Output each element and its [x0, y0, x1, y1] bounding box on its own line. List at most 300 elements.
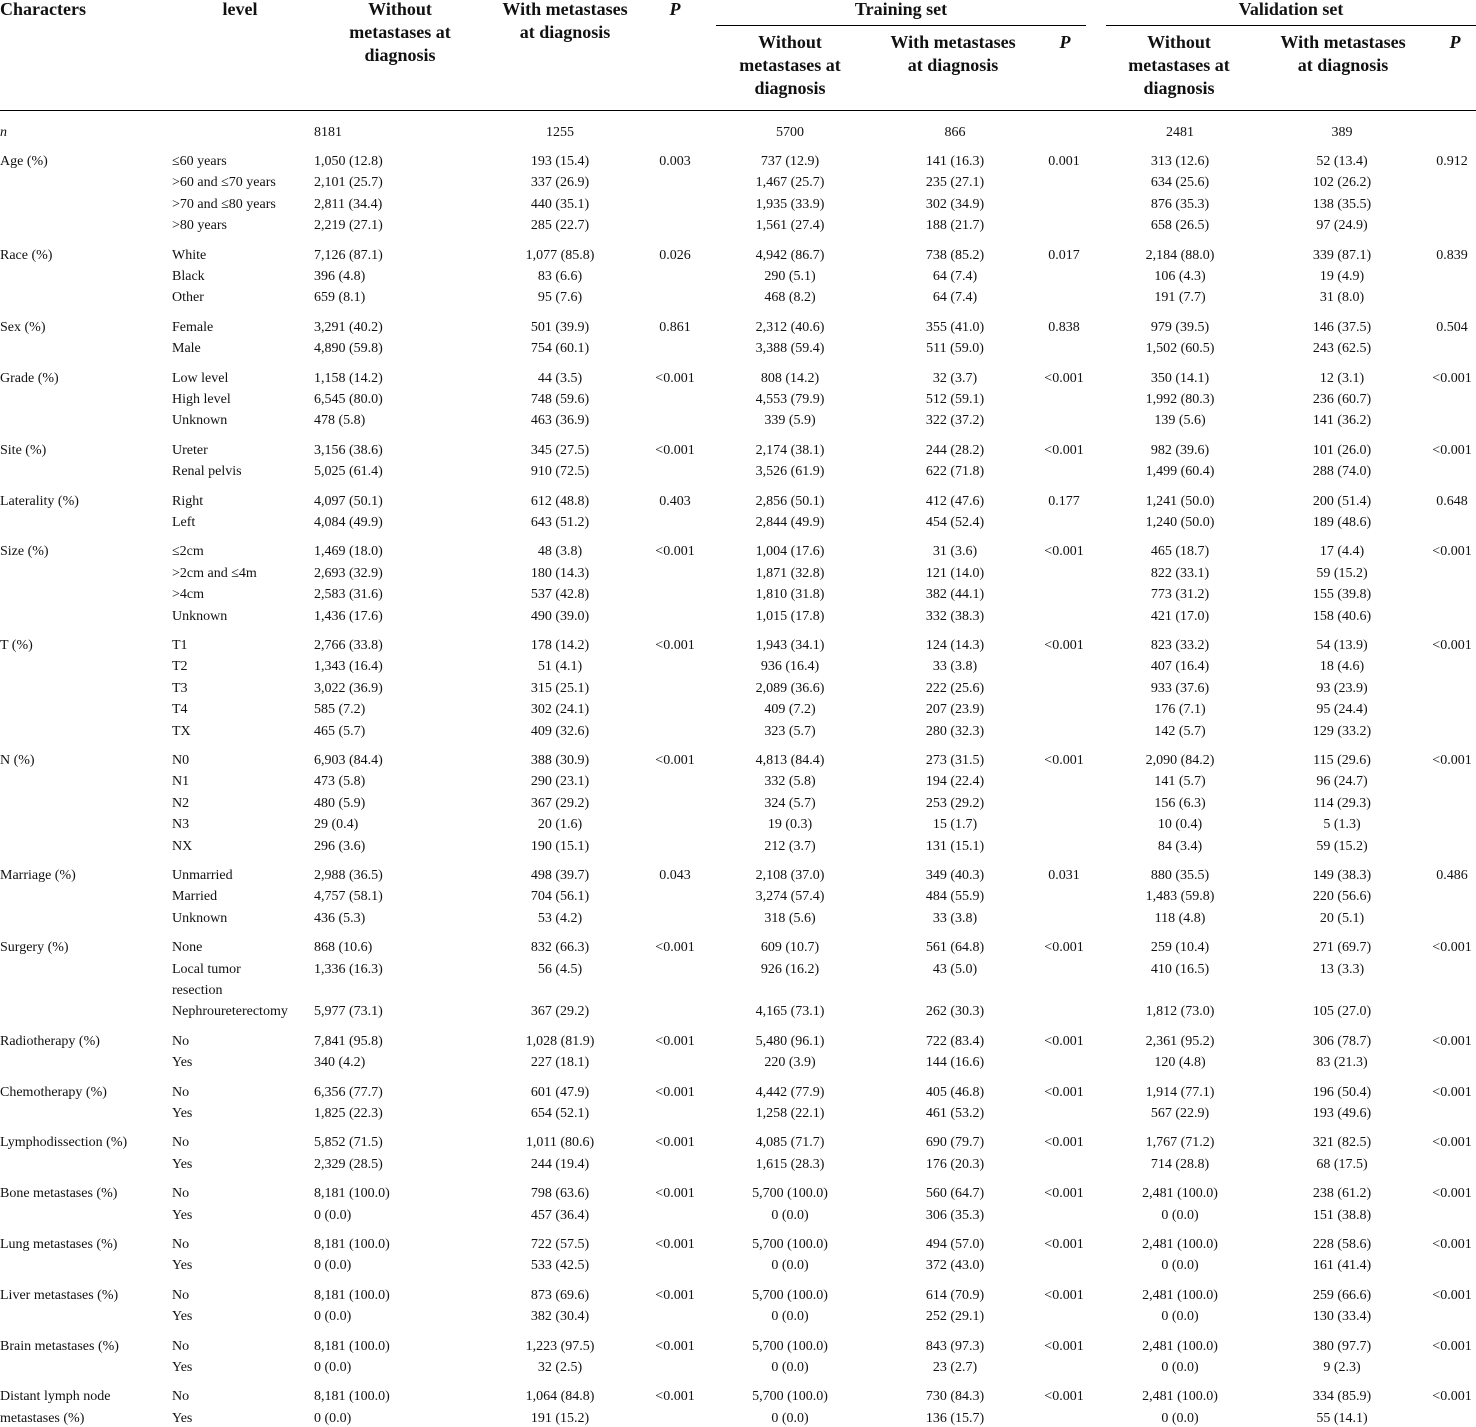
level-label: >70 and ≤80 years [172, 196, 276, 212]
group-label: Surgery (%) [0, 940, 69, 956]
level-label: No [172, 1287, 190, 1303]
value-cell: 463 (36.9) [530, 413, 590, 429]
value-cell: 2,090 (84.2) [1145, 753, 1215, 768]
value-cell: 868 (10.6) [314, 940, 373, 956]
value-cell: 714 (28.8) [1150, 1156, 1210, 1172]
value-cell: 1,810 (31.8) [755, 587, 825, 603]
value-cell: 0 (0.0) [771, 1258, 809, 1274]
value-cell: 560 (64.7) [925, 1186, 985, 1202]
value-cell: 273 (31.5) [925, 753, 985, 768]
header-with-training: With metastases at diagnosis [890, 32, 1016, 75]
value-cell: 44 (3.5) [537, 370, 583, 386]
value-cell: 933 (37.6) [1150, 680, 1210, 696]
value-cell: 2,481 (100.0) [1142, 1338, 1218, 1354]
header-p-all: P [669, 0, 681, 19]
value-cell: 20 (5.1) [1319, 910, 1365, 926]
level-label: Unknown [172, 910, 228, 926]
value-cell: 180 (14.3) [530, 565, 590, 581]
value-cell: 244 (19.4) [530, 1156, 590, 1172]
p-value-cell: <0.001 [1432, 1287, 1472, 1303]
value-cell: 3,526 (61.9) [755, 464, 825, 480]
value-cell: 0 (0.0) [1161, 1258, 1199, 1274]
level-label: N1 [172, 774, 190, 790]
value-cell: 4,442 (77.9) [755, 1084, 825, 1100]
value-cell: 339 (5.9) [764, 413, 816, 429]
value-cell: 2,184 (88.0) [1145, 247, 1215, 263]
value-cell: 4,097 (50.1) [314, 493, 383, 509]
value-cell: 2,856 (50.1) [755, 493, 825, 509]
p-value-cell: <0.001 [655, 1033, 695, 1049]
value-cell: 4,085 (71.7) [755, 1135, 825, 1151]
level-label: resection [172, 983, 223, 998]
value-cell: 146 (37.5) [1312, 319, 1372, 335]
level-label: >2cm and ≤4m [172, 565, 257, 581]
value-cell: 350 (14.1) [1150, 370, 1210, 386]
value-cell: 722 (83.4) [925, 1033, 985, 1049]
value-cell: 1,240 (50.0) [1145, 515, 1215, 530]
value-cell: 8,181 (100.0) [314, 1389, 390, 1405]
value-cell: 0 (0.0) [314, 1207, 352, 1223]
value-cell: 151 (38.8) [1312, 1207, 1372, 1223]
value-cell: 382 (30.4) [530, 1309, 590, 1325]
value-cell: 7,126 (87.1) [314, 247, 383, 263]
value-cell: 29 (0.4) [314, 817, 359, 833]
value-cell: 5,700 (100.0) [752, 1287, 828, 1303]
value-cell: 979 (39.5) [1150, 319, 1210, 335]
p-value-cell: <0.001 [1044, 638, 1084, 653]
value-cell: 2,089 (36.6) [755, 680, 825, 696]
level-label: >4cm [172, 587, 204, 603]
value-cell: 1,011 (80.6) [525, 1135, 595, 1151]
value-cell: 2,361 (95.2) [1145, 1033, 1215, 1049]
value-cell: 0 (0.0) [771, 1410, 809, 1426]
value-cell: 121 (14.0) [925, 565, 985, 581]
value-cell: 141 (16.3) [925, 154, 985, 169]
p-value-cell: 0.839 [1436, 247, 1468, 263]
p-value-cell: <0.001 [655, 1287, 695, 1303]
value-cell: 2,481 (100.0) [1142, 1237, 1218, 1252]
value-cell: 315 (25.1) [530, 680, 590, 696]
value-cell: 176 (7.1) [1154, 702, 1206, 718]
value-cell: 191 (7.7) [1154, 290, 1206, 306]
value-cell: 6,545 (80.0) [314, 392, 383, 407]
header-bottom-rule [0, 110, 1476, 111]
value-cell: 440 (35.1) [530, 196, 590, 212]
value-cell: 33 (3.8) [932, 659, 978, 675]
value-cell: 722 (57.5) [530, 1237, 590, 1252]
value-cell: 114 (29.3) [1313, 795, 1371, 811]
level-label: No [172, 1237, 190, 1252]
level-label: No [172, 1084, 190, 1100]
p-value-cell: <0.001 [1432, 1135, 1472, 1151]
value-cell: 704 (56.1) [530, 889, 590, 905]
value-cell: 188 (21.7) [925, 218, 985, 234]
p-value-cell: <0.001 [1044, 1186, 1084, 1202]
level-label: No [172, 1389, 190, 1405]
level-label: Unknown [172, 413, 228, 429]
value-cell: 193 (15.4) [530, 154, 590, 169]
value-cell: 5,700 (100.0) [752, 1186, 828, 1202]
header-characters: Characters [0, 0, 86, 19]
p-value-cell: <0.001 [1432, 940, 1472, 956]
level-label: N2 [172, 795, 190, 811]
value-cell: 306 (78.7) [1312, 1033, 1372, 1049]
value-cell: 873 (69.6) [530, 1287, 590, 1303]
p-value-cell: 0.177 [1048, 493, 1080, 509]
level-label: Ureter [172, 442, 208, 458]
value-cell: 2,174 (38.1) [755, 442, 825, 458]
p-value-cell: <0.001 [1044, 370, 1084, 386]
p-value-cell: 0.504 [1436, 319, 1468, 335]
value-cell: 158 (40.6) [1312, 608, 1372, 624]
value-cell: 156 (6.3) [1154, 795, 1206, 811]
p-value-cell: <0.001 [655, 1389, 695, 1405]
p-value-cell: <0.001 [655, 1084, 695, 1100]
value-cell: 1,015 (17.8) [755, 608, 825, 624]
value-cell: 1,914 (77.1) [1145, 1084, 1215, 1100]
value-cell: 2,329 (28.5) [314, 1156, 383, 1172]
value-cell: 1,241 (50.0) [1145, 493, 1215, 509]
value-cell: 262 (30.3) [925, 1004, 985, 1020]
level-label: Married [172, 889, 218, 905]
level-label: NX [172, 838, 193, 854]
value-cell: 68 (17.5) [1316, 1156, 1368, 1172]
value-cell: 54 (13.9) [1316, 638, 1368, 653]
value-cell: 53 (4.2) [537, 910, 583, 926]
value-cell: 1,561 (27.4) [755, 218, 825, 234]
value-cell: 259 (10.4) [1150, 940, 1210, 956]
value-cell: 982 (39.6) [1150, 442, 1210, 458]
value-cell: 84 (3.4) [1157, 838, 1203, 854]
value-cell: 1,502 (60.5) [1145, 341, 1215, 357]
value-cell: 83 (21.3) [1316, 1055, 1368, 1071]
value-cell: 876 (35.3) [1150, 196, 1210, 212]
value-cell: 0 (0.0) [1161, 1309, 1199, 1325]
value-cell: 754 (60.1) [530, 341, 590, 357]
value-cell: 494 (57.0) [925, 1237, 985, 1252]
group-label: Marriage (%) [0, 868, 76, 883]
value-cell: 290 (5.1) [764, 269, 816, 284]
value-cell: 318 (5.6) [764, 910, 816, 926]
p-value-cell: 0.003 [659, 154, 691, 169]
level-label: Yes [172, 1360, 193, 1375]
value-cell: 2,583 (31.6) [314, 587, 383, 603]
n-count-cell: 8181 [314, 125, 342, 140]
value-cell: 337 (26.9) [530, 175, 590, 191]
value-cell: 0 (0.0) [771, 1360, 809, 1375]
p-value-cell: <0.001 [1432, 1338, 1472, 1354]
n-count-cell: 389 [1331, 125, 1353, 140]
value-cell: 614 (70.9) [925, 1287, 985, 1303]
group-label: Age (%) [0, 154, 48, 169]
value-cell: 808 (14.2) [760, 370, 820, 386]
p-value-cell: 0.043 [659, 868, 691, 883]
value-cell: 561 (64.8) [925, 940, 985, 956]
value-cell: 339 (87.1) [1312, 247, 1372, 263]
header-without-all: Without metastases at diagnosis [349, 0, 451, 65]
level-label: Unknown [172, 608, 228, 624]
value-cell: 8,181 (100.0) [314, 1237, 390, 1252]
n-count-cell: 5700 [776, 125, 804, 140]
level-label: Local tumor [172, 961, 241, 977]
value-cell: 33 (3.8) [932, 910, 978, 926]
value-cell: 0 (0.0) [314, 1360, 352, 1375]
p-value-cell: <0.001 [1044, 940, 1084, 956]
value-cell: 288 (74.0) [1312, 464, 1372, 480]
value-cell: 64 (7.4) [932, 269, 978, 284]
value-cell: 1,004 (17.6) [755, 544, 825, 560]
value-cell: 118 (4.8) [1154, 910, 1206, 926]
value-cell: 259 (66.6) [1312, 1287, 1372, 1303]
value-cell: 302 (24.1) [530, 702, 590, 718]
p-value-cell: <0.001 [655, 1135, 695, 1151]
value-cell: 1,467 (25.7) [755, 175, 825, 191]
value-cell: 244 (28.2) [925, 442, 985, 458]
training-set-underline [716, 25, 1086, 26]
value-cell: 8,181 (100.0) [314, 1186, 390, 1202]
level-label: No [172, 1033, 190, 1049]
value-cell: 405 (46.8) [925, 1084, 985, 1100]
value-cell: 18 (4.6) [1319, 659, 1365, 675]
value-cell: 130 (33.4) [1312, 1309, 1372, 1325]
level-label: Yes [172, 1106, 193, 1121]
value-cell: 490 (39.0) [530, 608, 590, 624]
value-cell: 4,890 (59.8) [314, 341, 383, 357]
value-cell: 31 (8.0) [1319, 290, 1365, 306]
p-value-cell: <0.001 [1432, 638, 1472, 653]
level-label: N3 [172, 817, 190, 833]
value-cell: 388 (30.9) [530, 753, 590, 768]
value-cell: 2,481 (100.0) [1142, 1389, 1218, 1405]
value-cell: 1,499 (60.4) [1145, 464, 1215, 480]
value-cell: 178 (14.2) [530, 638, 590, 653]
value-cell: 10 (0.4) [1157, 817, 1203, 833]
value-cell: 773 (31.2) [1150, 587, 1210, 603]
p-value-cell: <0.001 [655, 638, 695, 653]
value-cell: 193 (49.6) [1312, 1106, 1372, 1121]
value-cell: 609 (10.7) [760, 940, 820, 956]
value-cell: 5,977 (73.1) [314, 1004, 383, 1020]
group-label: Race (%) [0, 247, 53, 263]
value-cell: 2,844 (49.9) [755, 515, 825, 530]
value-cell: 55 (14.1) [1316, 1410, 1368, 1426]
group-label: Site (%) [0, 442, 47, 458]
value-cell: 2,693 (32.9) [314, 565, 383, 581]
value-cell: 936 (16.4) [760, 659, 820, 675]
value-cell: 567 (22.9) [1150, 1106, 1210, 1121]
value-cell: 823 (33.2) [1150, 638, 1210, 653]
value-cell: 102 (26.2) [1312, 175, 1372, 191]
value-cell: 332 (5.8) [764, 774, 816, 790]
value-cell: 0 (0.0) [771, 1309, 809, 1325]
value-cell: 238 (61.2) [1312, 1186, 1372, 1202]
value-cell: 1,992 (80.3) [1145, 392, 1215, 407]
value-cell: 332 (38.3) [925, 608, 985, 624]
value-cell: 9 (2.3) [1323, 1360, 1361, 1375]
value-cell: 43 (5.0) [932, 961, 978, 977]
level-label: Yes [172, 1207, 193, 1223]
value-cell: 236 (60.7) [1312, 392, 1372, 407]
value-cell: 3,291 (40.2) [314, 319, 383, 335]
value-cell: 12 (3.1) [1319, 370, 1365, 386]
value-cell: 124 (14.3) [925, 638, 985, 653]
level-label: White [172, 247, 207, 263]
value-cell: 17 (4.4) [1319, 544, 1365, 560]
n-count-cell: 1255 [546, 125, 574, 140]
value-cell: 484 (55.9) [925, 889, 985, 905]
value-cell: 748 (59.6) [530, 392, 590, 407]
value-cell: 407 (16.4) [1150, 659, 1210, 675]
value-cell: 511 (59.0) [926, 341, 984, 357]
value-cell: 190 (15.1) [530, 838, 590, 854]
value-cell: 1,615 (28.3) [755, 1156, 825, 1172]
group-label: Lung metastases (%) [0, 1237, 118, 1252]
value-cell: 141 (36.2) [1312, 413, 1372, 429]
value-cell: 5,700 (100.0) [752, 1389, 828, 1405]
group-label: Sex (%) [0, 319, 46, 335]
value-cell: 409 (7.2) [764, 702, 816, 718]
value-cell: 5 (1.3) [1323, 817, 1361, 833]
value-cell: 20 (1.6) [537, 817, 583, 833]
p-value-cell: <0.001 [1432, 1237, 1472, 1252]
value-cell: 2,988 (36.5) [314, 868, 383, 883]
value-cell: 1,871 (32.8) [755, 565, 825, 581]
level-label: Low level [172, 370, 229, 386]
level-label: >60 and ≤70 years [172, 175, 276, 191]
value-cell: 285 (22.7) [530, 218, 590, 234]
value-cell: 95 (24.4) [1316, 702, 1368, 718]
value-cell: 2,219 (27.1) [314, 218, 383, 234]
value-cell: 478 (5.8) [314, 413, 366, 429]
value-cell: 0 (0.0) [1161, 1360, 1199, 1375]
value-cell: 634 (25.6) [1150, 175, 1210, 191]
header-without-validation: Without metastases at diagnosis [1128, 32, 1230, 98]
value-cell: 19 (0.3) [767, 817, 813, 833]
value-cell: 1,258 (22.1) [755, 1106, 825, 1121]
value-cell: 59 (15.2) [1316, 565, 1368, 581]
p-value-cell: 0.031 [1048, 868, 1080, 883]
level-label: No [172, 1135, 190, 1151]
level-label: ≤2cm [172, 544, 204, 560]
value-cell: 2,481 (100.0) [1142, 1186, 1218, 1202]
p-value-cell: <0.001 [1044, 442, 1084, 458]
level-label: Yes [172, 1055, 193, 1071]
value-cell: 4,942 (86.7) [755, 247, 825, 263]
value-cell: 480 (5.9) [314, 795, 366, 811]
level-label: ≤60 years [172, 154, 227, 169]
p-value-cell: <0.001 [1432, 1084, 1472, 1100]
group-label: metastases (%) [0, 1410, 85, 1426]
value-cell: 396 (4.8) [314, 269, 366, 284]
value-cell: 306 (35.3) [925, 1207, 985, 1223]
p-value-cell: <0.001 [1432, 544, 1472, 560]
group-label: Laterality (%) [0, 493, 79, 509]
p-value-cell: 0.486 [1436, 868, 1468, 883]
value-cell: 3,388 (59.4) [755, 341, 825, 357]
value-cell: 52 (13.4) [1316, 154, 1368, 169]
value-cell: 6,903 (84.4) [314, 753, 383, 768]
value-cell: 313 (12.6) [1150, 154, 1210, 169]
value-cell: 139 (5.6) [1154, 413, 1206, 429]
value-cell: 0 (0.0) [314, 1258, 352, 1274]
value-cell: 290 (23.1) [530, 774, 590, 790]
value-cell: 454 (52.4) [925, 515, 985, 530]
value-cell: 0 (0.0) [1161, 1410, 1199, 1426]
value-cell: 832 (66.3) [530, 940, 590, 956]
value-cell: 468 (8.2) [764, 290, 816, 306]
value-cell: 252 (29.1) [925, 1309, 985, 1325]
validation-set-underline [1106, 25, 1476, 26]
value-cell: 843 (97.3) [925, 1338, 985, 1354]
value-cell: 926 (16.2) [760, 961, 820, 977]
group-label: Grade (%) [0, 370, 59, 386]
p-value-cell: 0.403 [659, 493, 691, 509]
value-cell: 730 (84.3) [925, 1389, 985, 1405]
value-cell: 97 (24.9) [1316, 218, 1368, 234]
value-cell: 382 (44.1) [925, 587, 985, 603]
value-cell: 465 (5.7) [314, 723, 366, 739]
value-cell: 189 (48.6) [1312, 515, 1372, 530]
value-cell: 220 (56.6) [1312, 889, 1372, 905]
value-cell: 83 (6.6) [537, 269, 583, 284]
value-cell: 93 (23.9) [1316, 680, 1368, 696]
value-cell: 253 (29.2) [925, 795, 985, 811]
p-value-cell: <0.001 [655, 753, 695, 768]
group-label: N (%) [0, 753, 35, 768]
value-cell: 461 (53.2) [925, 1106, 985, 1121]
value-cell: 1,825 (22.3) [314, 1106, 383, 1121]
p-value-cell: <0.001 [1044, 1338, 1084, 1354]
p-value-cell: <0.001 [1044, 753, 1084, 768]
value-cell: 101 (26.0) [1312, 442, 1372, 458]
p-value-cell: <0.001 [1432, 1033, 1472, 1049]
value-cell: 880 (35.5) [1150, 868, 1210, 883]
value-cell: 212 (3.7) [764, 838, 816, 854]
level-label: Male [172, 341, 201, 357]
value-cell: 0 (0.0) [771, 1207, 809, 1223]
value-cell: 1,050 (12.8) [314, 154, 383, 169]
value-cell: 380 (97.7) [1312, 1338, 1372, 1354]
value-cell: 410 (16.5) [1150, 961, 1210, 977]
value-cell: 196 (50.4) [1312, 1084, 1372, 1100]
group-label: Lymphodissection (%) [0, 1135, 128, 1151]
p-value-cell: 0.861 [659, 319, 691, 335]
group-label: Size (%) [0, 544, 49, 560]
value-cell: 129 (33.2) [1312, 723, 1372, 739]
value-cell: 220 (3.9) [764, 1055, 816, 1071]
value-cell: 322 (37.2) [925, 413, 985, 429]
value-cell: 3,022 (36.9) [314, 680, 383, 696]
value-cell: 2,766 (33.8) [314, 638, 383, 653]
value-cell: 421 (17.0) [1150, 608, 1210, 624]
value-cell: 601 (47.9) [530, 1084, 590, 1100]
value-cell: 457 (36.4) [530, 1207, 590, 1223]
value-cell: 537 (42.8) [530, 587, 590, 603]
value-cell: 222 (25.6) [925, 680, 985, 696]
value-cell: 280 (32.3) [925, 723, 985, 739]
value-cell: 1,223 (97.5) [525, 1338, 595, 1354]
value-cell: 340 (4.2) [314, 1055, 366, 1071]
p-value-cell: <0.001 [1044, 1389, 1084, 1405]
level-label: TX [172, 723, 191, 739]
value-cell: 2,811 (34.4) [314, 196, 383, 212]
n-count-cell: 866 [944, 125, 966, 140]
group-label: Radiotherapy (%) [0, 1033, 100, 1049]
value-cell: 738 (85.2) [925, 247, 985, 263]
value-cell: 2,101 (25.7) [314, 175, 383, 191]
value-cell: 2,312 (40.6) [755, 319, 825, 335]
value-cell: 227 (18.1) [530, 1055, 590, 1071]
